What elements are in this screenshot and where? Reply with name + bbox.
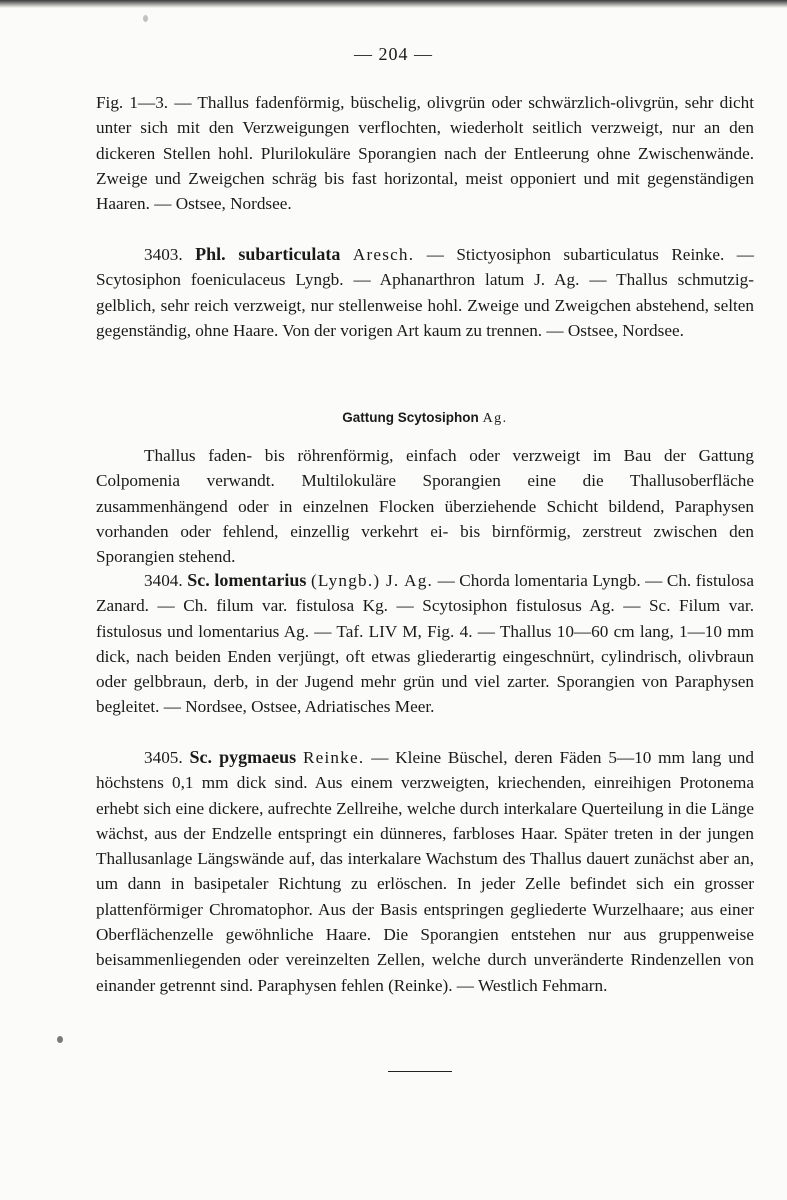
scan-speck <box>57 1036 63 1043</box>
paragraph-fig-description: Fig. 1—3. — Thallus fadenförmig, büschelig, olivgrün oder schwärzlich-olivgrün, sehr dicht unter sich mit den Verzweigungen verflochten, wiederholt seitlich verzweigt, nur an den dickeren Stellen hohl. Plurilokuläre Sporangien nach der Entleerung ohne Zwischenwände. Zweige und Zweigchen schräg bis fast horizontal, meist opponiert und mit gegenständigen Haaren. — Ostsee, Nordsee. <box>96 93 754 214</box>
species-text: — Chorda lomentaria Lyngb. — Ch. fistulosa Zanard. — Ch. filum var. fistulosa Kg. — Scytosiphon fistulosus Ag. — Sc. Filum var. fistulosus und lomentarius Ag. — Taf. LIV M, Fig. 4. — Thallus 10—60 cm lang, 1—10 mm dick, nach beiden Enden verjüngt, oft etwas gliederartig eingeschnürt, cylindrisch, olivbraun oder gelbbraun, derb, in der Jugend mehr grün und viel zarter. Sporangien von Paraphysen begleitet. — Nordsee, Ostsee, Adriatisches Meer. <box>96 571 755 717</box>
species-name: Phl. subarticulata <box>195 244 341 264</box>
species-number: 3404. <box>144 571 183 590</box>
page-number: — 204 — <box>354 44 433 64</box>
species-author: Reinke. <box>302 748 365 767</box>
genus-author: Ag. <box>482 411 508 426</box>
species-name: Sc. lomentarius <box>187 570 307 590</box>
species-number: 3405. <box>144 748 183 767</box>
genus-name: Gattung Scytosiphon <box>342 410 479 425</box>
species-author: Aresch. <box>352 245 415 264</box>
paragraph-species-3403 <box>96 242 754 343</box>
species-number: 3403. <box>144 245 183 264</box>
paragraph-genus-description: Thallus faden- bis röhrenförmig, einfach oder verzweigt im Bau der Gattung Colpomenia verwandt. Multilokuläre Sporangien eine die Thallusoberfläche zusammenhängend oder in einzelnen Flocken überziehende Schicht bildend, Paraphysen vorhanden oder fehlend, einzellig verkehrt ei- bis birnförmig, zerstreut zwischen den Sporangien stehend. <box>96 446 754 567</box>
species-text: — Kleine Büschel, deren Fäden 5—10 mm lang und höchstens 0,1 mm dick sind. Aus einem verzweigten, kriechenden, einreihigen Protonema erhebt sich eine dickere, aufrechte Zellreihe, welche durch interkalare Querteilung in die Länge wächst, aus der Endzelle entspringt ein dünneres, farbloses Haar. Später treten in der jungen Thallusanlage Längswände auf, das interkalare Wachstum des Thallus dauert zunächst aber an, um dann in basipetaler Richtung zu erlöschen. In jeder Zelle befindet sich ein grosser plattenförmiger Chromatophor. Aus der Basis entspringen gegliederte Wurzelhaare; aus einer Oberflächenzelle gewöhnliche Haare. Die Sporangien entstehen nur aus gruppenweise beisammenliegenden oder vereinzelten Zellen, welche durch unveränderte Rindenzellen von einander getrennt sind. Paraphysen fehlen (Reinke). — Westlich Fehmarn. <box>96 748 754 995</box>
scan-speck <box>143 15 148 22</box>
end-rule <box>388 1071 452 1072</box>
scan-top-shadow <box>0 0 787 8</box>
species-text: — Stictyosiphon subarticulatus Reinke. — Scytosiphon foeniculaceus Lyngb. — Aphanarthron latum J. Ag. — Thallus schmutzig-gelblich, sehr reich verzweigt, nur stellenweise hohl. Zweige und Zweigchen abstehend, selten gegenständig, ohne Haare. Von der vorigen Art kaum zu trennen. — Ostsee, Nordsee. <box>96 245 754 340</box>
genus-heading <box>0 410 787 427</box>
paragraph-species-3405 <box>96 745 754 998</box>
species-name: Sc. pygmaeus <box>189 747 297 767</box>
paragraph-species-3404 <box>96 568 754 720</box>
species-author: (Lyngb.) J. Ag. <box>310 571 434 590</box>
